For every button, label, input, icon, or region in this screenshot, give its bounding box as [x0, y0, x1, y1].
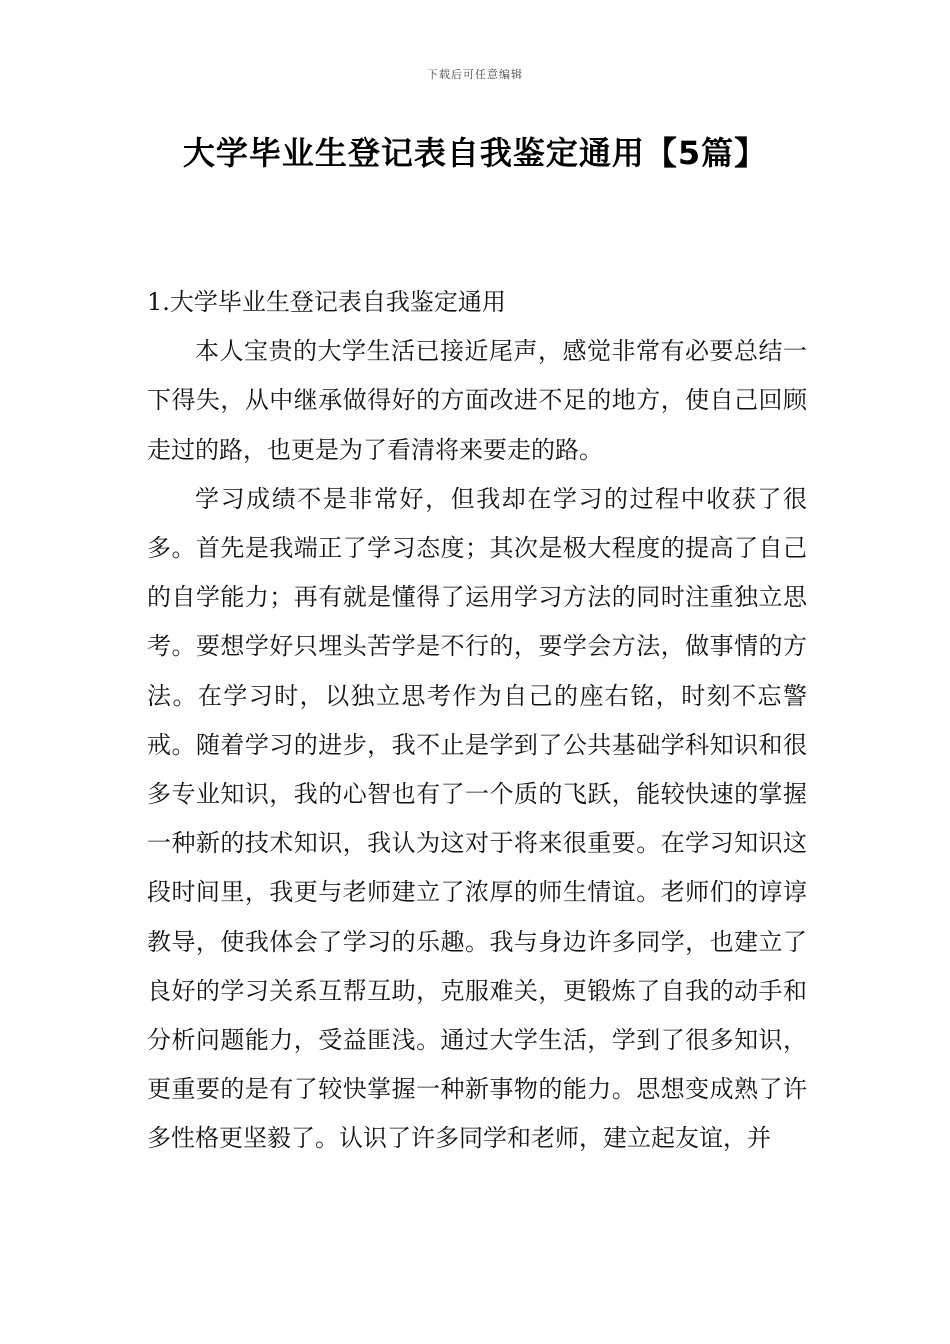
document-title: 大学毕业生登记表自我鉴定通用【5篇】 [182, 134, 768, 172]
document-body [147, 278, 807, 1164]
section-heading: 1.大学毕业生登记表自我鉴定通用 [147, 288, 506, 316]
paragraph-intro: 本人宝贵的大学生活已接近尾声，感觉非常有必要总结一下得失，从中继承做得好的方面改进不足的地方，使自己回顾走过的路，也更是为了看清将来要走的路。 [147, 337, 807, 464]
paragraph-study: 学习成绩不是非常好，但我却在学习的过程中收获了很多。首先是我端正了学习态度；其次是极大程度的提高了自己的自学能力；再有就是懂得了运用学习方法的同时注重独立思考。要想学好只埋头苦学是不行的，要学会方法，做事情的方法。在学习时，以独立思考作为自己的座右铭，时刻不忘警戒。随着学习的进步，我不止是学到了公共基础学科知识和很多专业知识，我的心智也有了一个质的飞跃，能较快速的掌握一种新的技术知识，我认为这对于将来很重要。在学习知识这段时间里，我更与老师建立了浓厚的师生情谊。老师们的谆谆教导，使我体会了学习的乐趣。我与身边许多同学，也建立了良好的学习关系互帮互助，克服难关，更锻炼了自我的动手和分析问题能力，受益匪浅。通过大学生活，学到了很多知识，更重要的是有了较快掌握一种新事物的能力。思想变成熟了许多性格更坚毅了。认识了许多同学和老师，建立起友谊，并 [147, 484, 807, 1153]
page-header-note: 下载后可任意编辑 [427, 68, 523, 81]
